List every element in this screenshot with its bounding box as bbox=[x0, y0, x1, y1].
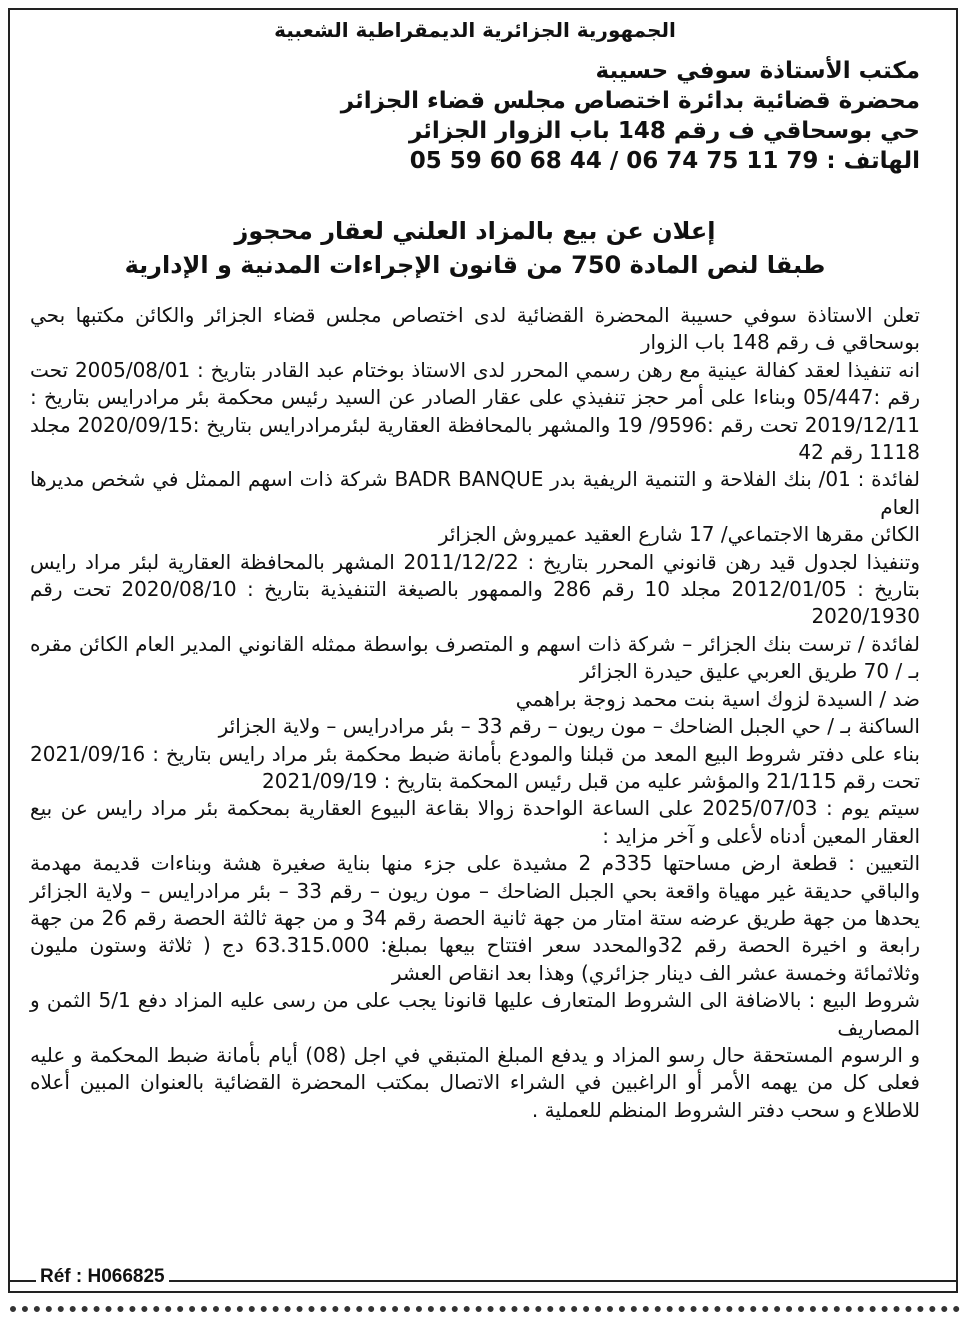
paragraph-beneficiary-1-address: الكائن مقرها الاجتماعي/ 17 شارع العقيد عميروش الجزائر bbox=[438, 522, 920, 547]
paragraph-beneficiary-1: لفائدة : 01/ بنك الفلاحة و التنمية الريفية بدر BADR BANQUE شركة ذات اسهم الممثل في شخص مديرها العام bbox=[30, 467, 920, 519]
paragraph-beneficiary-2: لفائدة / ترست بنك الجزائر – شركة ذات اسهم و المتصرف بواسطة ممثله القانوني المدير العام الكائن مقره بـ / 70 طريق العربي عليق حيدرة الجزائر bbox=[30, 631, 920, 684]
office-phones: الهاتف : 79 11 75 74 06 / 44 68 60 59 05 bbox=[409, 148, 920, 174]
office-block bbox=[30, 56, 920, 176]
office-address: حي بوسحاقي ف رقم 148 باب الزوار الجزائر bbox=[408, 118, 920, 144]
reference-number: Réf : H066825 bbox=[36, 1266, 169, 1288]
announcement-title-line2: طبقا لنص المادة 750 من قانون الإجراءات المدنية و الإدارية bbox=[124, 251, 826, 279]
paragraph-guarantee: انه تنفيذا لعقد كفالة عينية مع رهن رسمي المحرر لدى الاستاذ بوختام عبد القادر بتاريخ : 2005/08/01 تحت رقم :05/447 وبناءا على أمر حجز تنفيذي على عقار الصادر عن السيد رئيس محكمة بئر مرادرايس بتاريخ : 2019/12/11 تحت رقم :9596/ 19 والمشهر بالمحافظة العقارية لبئرمرادرايس بتاريخ :2020/09/15 مجلد 1118 رقم 42 bbox=[30, 357, 921, 465]
paragraph-designation: التعيين : قطعة ارض مساحتها 335م 2 مشيدة على جزء منها بناية صغيرة هشة وبناءات قديمة مهدمة والباقي حديقة غير مهياة واقعة بحي الجبل الضاحك – مون ريون – رقم 33 – بئر مرادرايس – ولاية الجزائر يحدها من جهة طريق عرضه ستة امتار من جهة ثانية الحصة رقم 34 و من جهة ثالثة الحصة رقم 26 من جهة رابعة و اخيرة الحصة رقم 32والمحدد سعر افتتاح بيعها بمبلغ: 63.315.000 دج ( ثلاثة وستون مليون وثلاثمائة وخمسة عشر الف دينار جزائري) وهذا بعد انقاص العشر bbox=[30, 851, 920, 985]
announcement-title-line1: إعلان عن بيع بالمزاد العلني لعقار محجوز bbox=[234, 217, 716, 245]
paragraph-sale-date: سيتم يوم : 2025/07/03 على الساعة الواحدة زوالا بقاعة البيوع العقارية بمحكمة بئر مراد رايس عن بيع العقار المعين أدناه لأعلى و آخر مزايد : bbox=[30, 796, 920, 848]
office-name: مكتب الأستاذة سوفي حسيبة bbox=[595, 58, 920, 84]
dotted-cut-line bbox=[10, 1306, 960, 1318]
office-title: محضرة قضائية بدائرة اختصاص مجلس قضاء الجزائر bbox=[340, 88, 920, 114]
paragraph-conditions-book: بناء على دفتر شروط البيع المعد من قبلنا والمودع بأمانة ضبط محكمة بئر مراد رايس بتاريخ : 2021/09/16 تحت رقم 21/115 والمؤشر عليه من قبل رئيس المحكمة بتاريخ : 2021/09/19 bbox=[30, 741, 920, 793]
paragraph-intro: تعلن الاستاذة سوفي حسيبة المحضرة القضائية لدى اختصاص مجلس قضاء الجزائر والكائن مكتبها بحي بوسحاقي ف رقم 148 باب الزوار bbox=[30, 303, 920, 355]
paragraph-sale-terms: شروط البيع : بالاضافة الى الشروط المتعارف عليها قانونا يجب على من رسى عليه المزاد دفع 5/1 الثمن و المصاريف bbox=[30, 988, 920, 1040]
paragraph-residence: الساكنة بـ / حي الجبل الضاحك – مون ريون – رقم 33 – بئر مرادرايس – ولاية الجزائر bbox=[218, 714, 920, 739]
legal-notice bbox=[30, 18, 920, 1124]
announcement-body bbox=[30, 302, 920, 1124]
republic-header: الجمهورية الجزائرية الديمقراطية الشعبية bbox=[274, 18, 676, 42]
announcement-title bbox=[30, 214, 920, 282]
paragraph-fees: و الرسوم المستحقة حال رسو المزاد و يدفع المبلغ المتبقي في اجل (08) أيام بأمانة ضبط المحكمة و عليه فعلى كل من يهمه الأمر أو الراغبين في الشراء الاتصال بمكتب المحضرة القضائية بالعنوان المبين أعلاه للاطلاع و سحب دفتر الشروط المنظم للعملية . bbox=[30, 1042, 920, 1122]
paragraph-against: ضد / السيدة لزوك اسية بنت محمد زوجة براهمي bbox=[515, 686, 920, 711]
paragraph-legal-mortgage: وتنفيذا لجدول قيد رهن قانوني المحرر بتاريخ : 2011/12/22 المشهر بالمحافظة العقارية لبئر مراد رايس بتاريخ : 2012/01/05 مجلد 10 رقم 286 والممهور بالصيغة التنفيذية بتاريخ : 2020/08/10 تحت رقم 2020/1930 bbox=[30, 549, 921, 629]
